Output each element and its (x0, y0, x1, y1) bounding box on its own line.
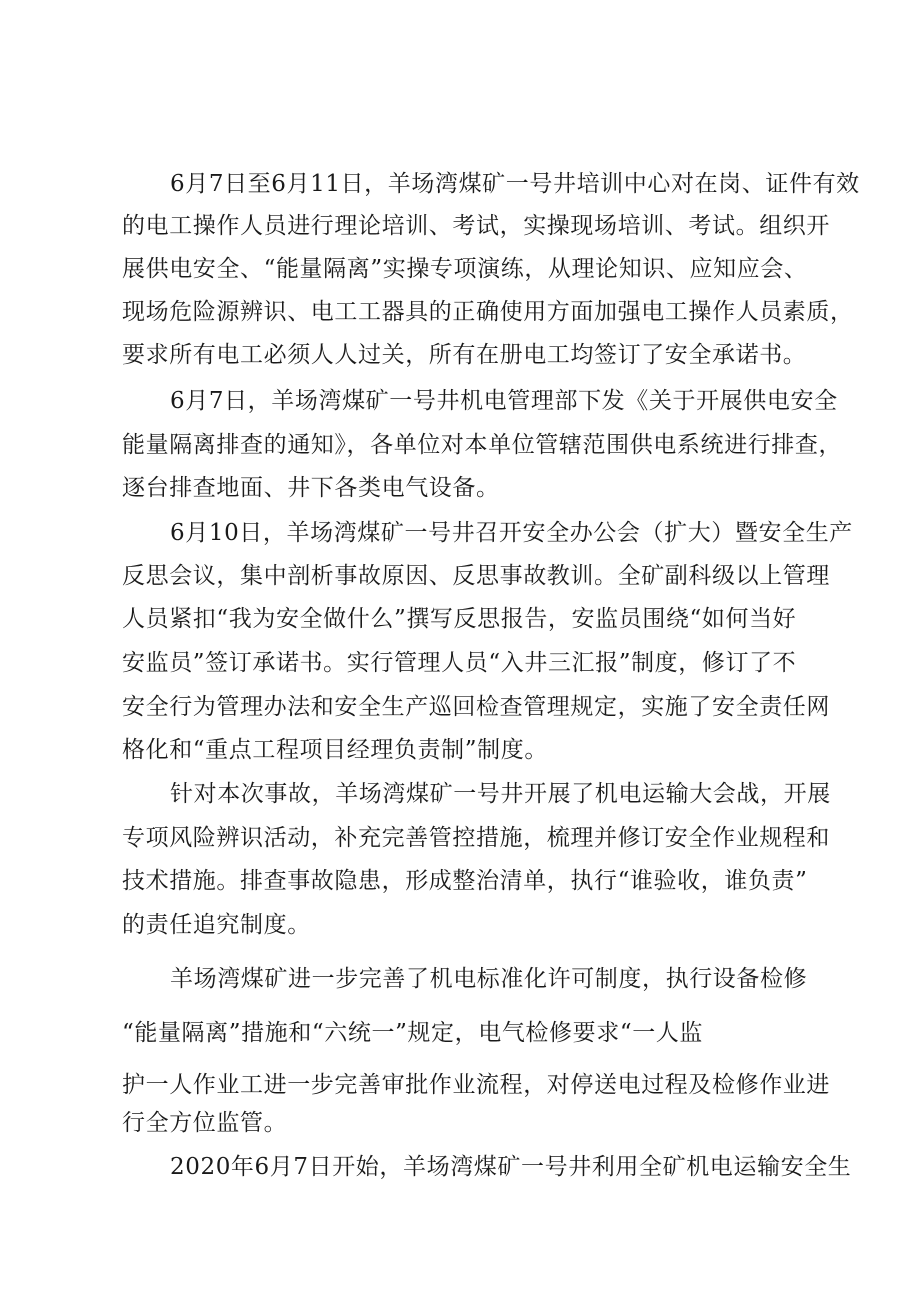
text-line: 6月10日，羊场湾煤矿一号井召开安全办公会（扩大）暨安全生产 (170, 520, 853, 546)
text-line: “能量隔离”措施和“六统一”规定，电气检修要求“一人监 (122, 1020, 703, 1046)
text-line: 护一人作业工进一步完善审批作业流程，对停送电过程及检修作业进 (122, 1072, 830, 1098)
text-line: 技术措施。排查事故隐患，形成整治清单，执行“谁验收，谁负责” (122, 868, 808, 894)
text-line: 羊场湾煤矿进一步完善了机电标准化许可制度，执行设备检修 (170, 966, 808, 992)
text-line: 6月7日至6月11日，羊场湾煤矿一号井培训中心对在岗、证件有效 (170, 171, 860, 197)
text-line: 反思会议，集中剖析事故原因、反思事故教训。全矿副科级以上管理 (122, 563, 830, 589)
text-line: 展供电安全、“能量隔离”实操专项演练，从理论知识、应知应会、 (122, 256, 808, 282)
text-line: 格化和“重点工程项目经理负责制”制度。 (122, 737, 548, 763)
text-line: 的责任追究制度。 (122, 912, 311, 938)
text-line: 逐台排查地面、井下各类电气设备。 (122, 475, 500, 501)
text-line: 现场危险源辨识、电工工器具的正确使用方面加强电工操作人员素质， (122, 299, 854, 325)
text-line: 行全方位监管。 (122, 1110, 288, 1136)
text-line: 人员紧扣“我为安全做什么”撰写反思报告，安监员围绕“如何当好 (122, 606, 797, 632)
text-line: 的电工操作人员进行理论培训、考试，实操现场培训、考试。组织开 (122, 213, 830, 239)
text-line: 专项风险辨识活动，补充完善管控措施，梳理并修订安全作业规程和 (122, 825, 830, 851)
text-line: 安监员”签订承诺书。实行管理人员“入井三汇报”制度，修订了不 (122, 650, 797, 676)
text-line: 安全行为管理办法和安全生产巡回检查管理规定，实施了安全责任网 (122, 694, 830, 720)
text-line: 2020年6月7日开始，羊场湾煤矿一号井利用全矿机电运输安全生 (170, 1154, 852, 1180)
text-line: 能量隔离排查的通知》，各单位对本单位管辖范围供电系统进行排查， (122, 432, 843, 458)
text-line: 要求所有电工必须人人过关，所有在册电工均签订了安全承诺书。 (122, 342, 807, 368)
text-line: 针对本次事故，羊场湾煤矿一号井开展了机电运输大会战，开展 (170, 781, 831, 807)
text-line: 6月7日，羊场湾煤矿一号井机电管理部下发《关于开展供电安全 (170, 388, 838, 414)
